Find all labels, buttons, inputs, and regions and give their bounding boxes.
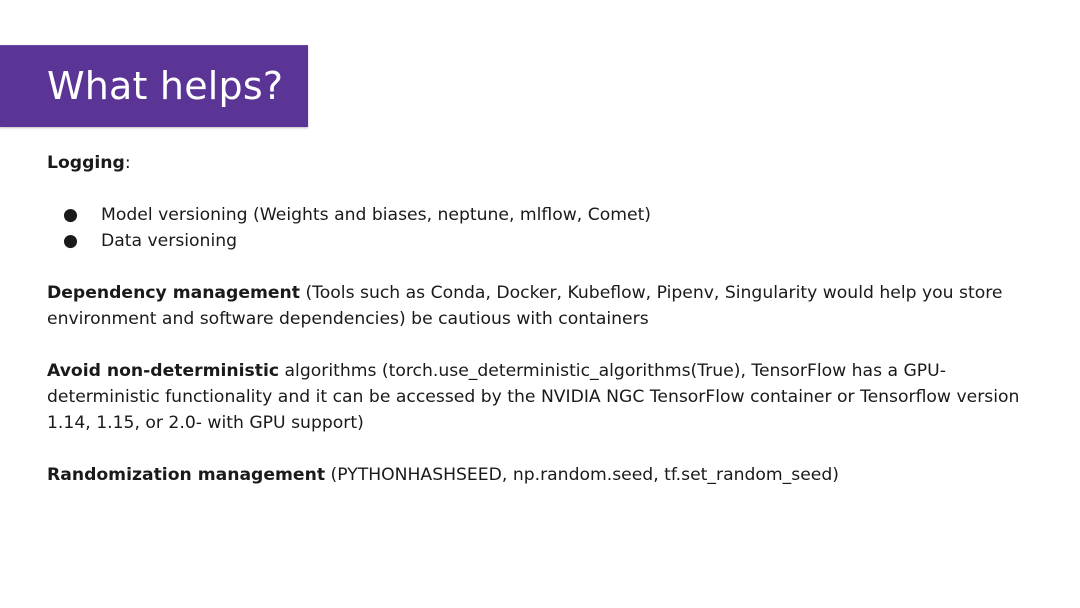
nondeterministic-heading: Avoid non-deterministic xyxy=(47,361,280,381)
bullet-text-data-versioning: Data versioning xyxy=(101,231,238,251)
list-item xyxy=(47,202,1037,228)
slide-body xyxy=(47,150,1037,488)
logging-colon: : xyxy=(124,153,131,173)
spacer xyxy=(47,176,1037,202)
slide-title: What helps? xyxy=(47,64,284,108)
spacer xyxy=(47,254,1037,280)
spacer xyxy=(47,436,1037,462)
bullet-icon: ● xyxy=(63,205,78,225)
dependency-section xyxy=(47,280,1037,332)
randomization-heading: Randomization management xyxy=(47,465,326,485)
dependency-heading: Dependency management xyxy=(47,283,301,303)
nondeterministic-text: algorithms (torch.use_deterministic_algorithms(True), TensorFlow has a GPU-deterministic functionality and it can be accessed by the NVIDIA NGC TensorFlow container or Tensorflow version 1.14, 1.15, or 2.0- with GPU support) xyxy=(47,361,1020,433)
bullet-icon: ● xyxy=(63,231,78,251)
randomization-text: (PYTHONHASHSEED, np.random.seed, tf.set_random_seed) xyxy=(325,465,839,485)
list-item xyxy=(47,228,1037,254)
nondeterministic-section xyxy=(47,358,1037,436)
randomization-section xyxy=(47,462,1037,488)
dependency-text: (Tools such as Conda, Docker, Kubeflow, Pipenv, Singularity would help you store environment and software dependencies) be cautious with containers xyxy=(47,283,1003,329)
logging-heading: Logging xyxy=(47,153,125,173)
spacer xyxy=(47,332,1037,358)
bullet-text-model-versioning: Model versioning (Weights and biases, neptune, mlflow, Comet) xyxy=(101,205,652,225)
logging-bullet-list xyxy=(47,202,1037,254)
logging-section xyxy=(47,150,1037,176)
title-banner xyxy=(0,45,308,127)
